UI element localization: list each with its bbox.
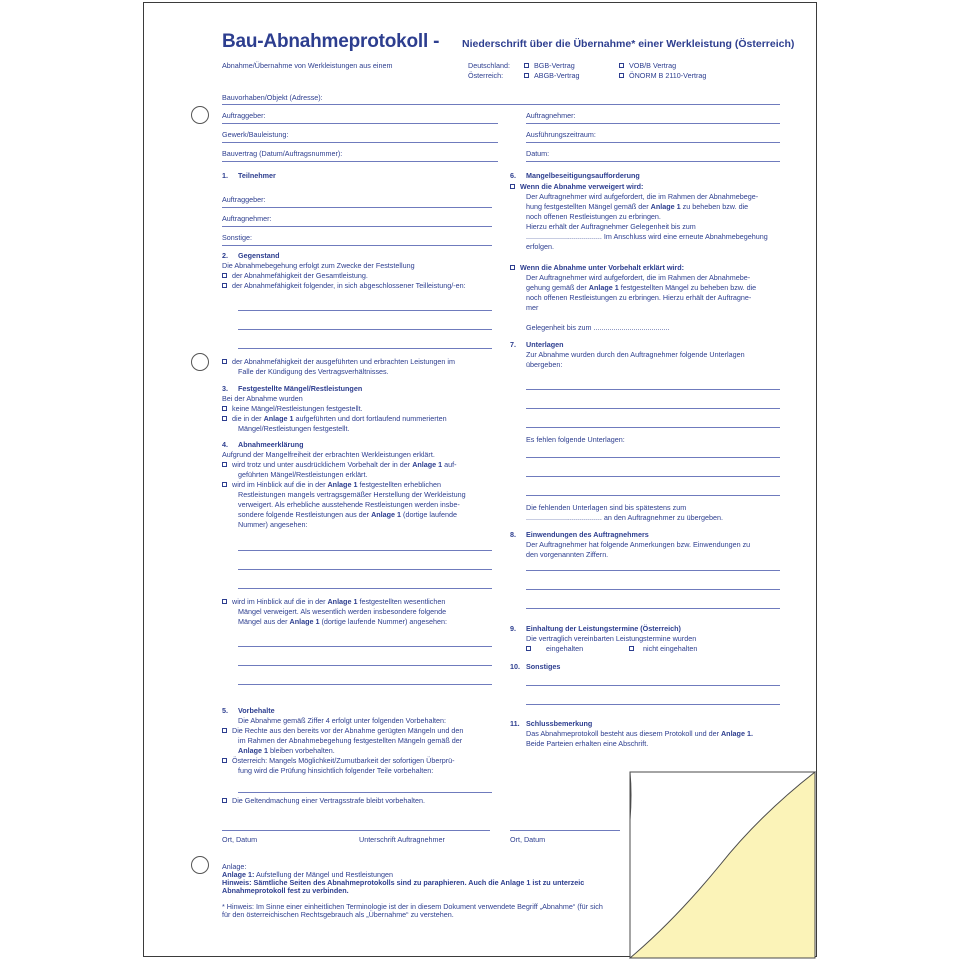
s7-line[interactable] (526, 495, 780, 496)
s7-line[interactable] (526, 427, 780, 428)
option-label-cont: festgestellten erheblichen (359, 480, 441, 489)
option-label: Wenn die Abnahme verweigert wird: (520, 182, 644, 191)
field-gewerk-line[interactable] (222, 142, 498, 143)
sig-ort-datum-left: Ort, Datum (222, 835, 258, 844)
field-bauvorhaben-label: Bauvorhaben/Objekt (Adresse): (222, 93, 323, 102)
section-2-title: Gegenstand (238, 251, 280, 260)
field-auftraggeber-line[interactable] (222, 123, 498, 124)
s7-text: Zur Abnahme wurden durch den Auftragnehmer folgende Unterlagen (526, 350, 745, 359)
date-blank[interactable]: ...................................... (526, 232, 602, 241)
section-3-number: 3. (222, 384, 228, 393)
anlage-ref: Anlage 1: (222, 870, 255, 879)
option-label: der Abnahmefähigkeit der Gesamtleistung. (232, 271, 368, 280)
option-bgb[interactable] (524, 61, 575, 71)
s10-line[interactable] (526, 704, 780, 705)
option-label: ABGB-Vertrag (534, 71, 580, 80)
checkbox[interactable] (222, 406, 227, 411)
s11-text (526, 729, 753, 739)
sig-auftragnehmer: Unterschrift Auftragnehmer (359, 835, 445, 844)
checkbox[interactable] (222, 599, 227, 604)
s4-line[interactable] (238, 550, 492, 551)
option-label: die in der (232, 414, 262, 423)
section-2-number: 2. (222, 251, 228, 260)
s4-text: Nummer) angesehen: (238, 520, 308, 529)
s3-intro: Bei der Abnahme wurden (222, 394, 303, 403)
s7-line[interactable] (526, 389, 780, 390)
s1-auftragnehmer-line[interactable] (222, 226, 492, 227)
s6-date-blank[interactable]: Gelegenheit bis zum ...................................... (526, 323, 670, 332)
checkbox[interactable] (222, 416, 227, 421)
s2-option-kuendigung[interactable] (222, 357, 455, 367)
option-label: wird im Hinblick auf die in der (232, 480, 326, 489)
s5-intro: Die Abnahme gemäß Ziffer 4 erfolgt unter folgenden Vorbehalten: (238, 716, 447, 725)
s5-line[interactable] (238, 792, 492, 793)
section-8-title: Einwendungen des Auftragnehmers (526, 530, 649, 539)
s9-text: Die vertraglich vereinbarten Leistungstermine wurden (526, 634, 697, 643)
option-label: der Abnahmefähigkeit folgender, in sich abgeschlossener Teilleistung/-en: (232, 281, 466, 290)
field-gewerk-label: Gewerk/Bauleistung: (222, 130, 289, 139)
s3-option-keine[interactable] (222, 404, 363, 414)
s1-auftraggeber-label: Auftraggeber: (222, 195, 266, 204)
s11-text: Beide Parteien erhalten eine Abschrift. (526, 739, 649, 748)
s8-text: Der Auftragnehmer hat folgende Anmerkungen bzw. Einwendungen zu (526, 540, 751, 549)
s9-option-eingehalten[interactable] (526, 644, 583, 654)
s2-line[interactable] (238, 310, 492, 311)
checkbox[interactable] (222, 482, 227, 487)
section-11-title: Schlussbemerkung (526, 719, 593, 728)
section-4-number: 4. (222, 440, 228, 449)
option-label: wird trotz und unter ausdrücklichem Vorbehalt der in der (232, 460, 411, 469)
checkbox[interactable] (619, 73, 624, 78)
s4-line[interactable] (238, 665, 492, 666)
anlage-ref: Anlage 1 (371, 510, 402, 519)
checkbox[interactable] (524, 73, 529, 78)
field-datum-label: Datum: (526, 149, 550, 158)
text-part: bleiben vorbehalten. (269, 746, 335, 755)
field-bauvertrag-line[interactable] (222, 161, 498, 162)
s8-line[interactable] (526, 589, 780, 590)
option-label: Wenn die Abnahme unter Vorbehalt erklärt wird: (520, 263, 685, 272)
field-bauvertrag-label: Bauvertrag (Datum/Auftragsnummer): (222, 149, 343, 158)
text-part: festgestellten Mängel zu beheben bzw. die (620, 283, 757, 292)
s10-line[interactable] (526, 685, 780, 686)
s2-line[interactable] (238, 348, 492, 349)
option-label: BGB-Vertrag (534, 61, 575, 70)
s8-line[interactable] (526, 608, 780, 609)
option-label: Die Rechte aus den bereits vor der Abnahme gerügten Mängeln und den (232, 726, 464, 735)
checkbox[interactable] (510, 184, 515, 189)
checkbox[interactable] (222, 283, 227, 288)
section-6-number: 6. (510, 171, 516, 180)
s8-line[interactable] (526, 570, 780, 571)
s4-text: geführten Mängel/Restleistungen erklärt. (238, 470, 368, 479)
s4-text (238, 510, 457, 520)
anlage-ref: Anlage 1. (720, 729, 753, 738)
s7-line[interactable] (526, 457, 780, 458)
footer-note-end: für den österreichischen Rechtsgebrauch als „Übernahme“ zu verstehen. (222, 910, 454, 919)
section-4-title: Abnahmeerklärung (238, 440, 304, 449)
field-auftragnehmer-line[interactable] (526, 123, 780, 124)
s6-text: Der Auftragnehmer wird aufgefordert, die im Rahmen der Abnahmebe- (526, 273, 751, 282)
s6-text: mer (526, 303, 539, 312)
field-auftraggeber-label: Auftraggeber: (222, 111, 266, 120)
s4-text: Restleistungen mangels vertragsgemäßer Herstellung der Werkleistung (238, 490, 466, 499)
text-part: Mängel aus der (238, 617, 288, 626)
s2-option-kuendigung-cont: Falle der Kündigung des Vertragsverhältnisses. (238, 367, 389, 376)
s1-sonstige-line[interactable] (222, 245, 492, 246)
s6-option-vorbehalt[interactable] (510, 263, 684, 273)
s1-sonstige-label: Sonstige: (222, 233, 252, 242)
option-label: der Abnahmefähigkeit der ausgeführten und erbrachten Leistungen im (232, 357, 455, 366)
s1-auftragnehmer-label: Auftragnehmer: (222, 214, 272, 223)
option-label: Die Geltendmachung einer Vertragsstrafe bleibt vorbehalten. (232, 796, 425, 805)
checkbox[interactable] (222, 728, 227, 733)
anlage-ref: Anlage 1 (327, 480, 358, 489)
anlage-ref: Anlage 1 (327, 597, 358, 606)
field-bauvorhaben-line[interactable] (222, 104, 780, 105)
footer-hinweis: Hinweis: Sämtliche Seiten des Abnahmeprotokolls sind zu paraphieren. Auch die Anlage 1 ist zu unterzeic (222, 878, 585, 887)
anlage-ref: Anlage 1 (588, 283, 619, 292)
s4-line[interactable] (238, 569, 492, 570)
sig-ort-datum-right: Ort, Datum (510, 835, 546, 844)
s9-option-nicht-eingehalten[interactable] (629, 644, 697, 654)
signature-line-left[interactable] (222, 830, 490, 831)
anlage-ref: Anlage 1 (289, 617, 320, 626)
option-label: keine Mängel/Restleistungen festgestellt. (232, 404, 363, 413)
s7-text[interactable]: ...................................... an den Auftragnehmer zu übergeben. (526, 513, 723, 522)
s4-line[interactable] (238, 588, 492, 589)
field-datum-line[interactable] (526, 161, 780, 162)
s6-option-verweigert[interactable] (510, 182, 643, 192)
option-label: eingehalten (546, 644, 584, 653)
section-7-number: 7. (510, 340, 516, 349)
anlage-ref: Anlage 1 (650, 202, 681, 211)
s6-text: Hierzu erhält der Auftragnehmer Gelegenheit bis zum (526, 222, 696, 231)
text-part: hung festgestellten Mängel gemäß der (526, 202, 649, 211)
s5-text: fung wird die Prüfung hinsichtlich folgender Teile vorbehalten: (238, 766, 434, 775)
text-part: Im Anschluss wird eine erneute Abnahmebegehung (603, 232, 768, 241)
s2-intro: Die Abnahmebegehung erfolgt zum Zwecke der Feststellung (222, 261, 415, 270)
anlage-ref: Anlage 1 (412, 460, 443, 469)
section-5-title: Vorbehalte (238, 706, 275, 715)
text-part: Das Abnahmeprotokoll besteht aus diesem Protokoll und der (526, 729, 719, 738)
page-subtitle: Niederschrift über die Übernahme* einer Werkleistung (Österreich) (462, 38, 795, 50)
option-label: wird im Hinblick auf die in der (232, 597, 326, 606)
anlage-ref: Anlage 1 (238, 746, 268, 755)
footer-hinweis-end: Abnahmeprotokoll fest zu verbinden. (222, 886, 349, 895)
checkbox[interactable] (222, 273, 227, 278)
s4-line[interactable] (238, 646, 492, 647)
text-part: Aufstellung der Mängel und Restleistungen (255, 870, 394, 879)
checkbox[interactable] (526, 646, 531, 651)
s5-option-vertragsstrafe[interactable] (222, 796, 425, 806)
checkbox[interactable] (619, 63, 624, 68)
signature-line-right[interactable] (510, 830, 620, 831)
s6-text (526, 232, 768, 242)
page-curl-copy (610, 770, 830, 960)
austria-label: Österreich: (468, 71, 504, 80)
s6-text: noch offenen Restleistungen zu erbringen. (526, 212, 661, 221)
s6-text (526, 283, 756, 293)
punch-hole-bottom (191, 856, 209, 874)
s6-text: erfolgen. (526, 242, 554, 251)
s6-text: noch offenen Restleistungen zu erbringen. Hierzu erhält der Auftragne- (526, 293, 752, 302)
punch-hole-middle (191, 353, 209, 371)
checkbox[interactable] (629, 646, 634, 651)
s6-text: Der Auftragnehmer wird aufgefordert, die im Rahmen der Abnahmebege- (526, 192, 759, 201)
checkbox[interactable] (222, 462, 227, 467)
s2-option-gesamt[interactable] (222, 271, 368, 281)
checkbox[interactable] (222, 359, 227, 364)
section-11-number: 11. (510, 719, 520, 728)
section-9-title: Einhaltung der Leistungstermine (Österreich) (526, 624, 681, 633)
text-part: gehung gemäß der (526, 283, 587, 292)
s5-text (238, 746, 335, 756)
s4-intro: Aufgrund der Mangelfreiheit der erbrachten Werkleistungen erklärt. (222, 450, 435, 459)
s3-option-anlage-cont: Mängel/Restleistungen festgestellt. (238, 424, 350, 433)
section-9-number: 9. (510, 624, 516, 633)
intro-text: Abnahme/Übernahme von Werkleistungen aus einem (222, 61, 393, 70)
text-part: sondere folgende Restleistungen aus der (238, 510, 370, 519)
checkbox[interactable] (510, 265, 515, 270)
section-10-number: 10. (510, 662, 520, 671)
s7-text: übergeben: (526, 360, 563, 369)
option-onorm[interactable] (619, 71, 706, 81)
option-abgb[interactable] (524, 71, 580, 81)
germany-label: Deutschland: (468, 61, 510, 70)
option-label: Österreich: Mangels Möglichkeit/Zumutbarkeit der sofortigen Überprü- (232, 756, 455, 765)
s3-option-anlage[interactable] (222, 414, 447, 424)
option-label-cont: festgestellten wesentlichen (359, 597, 446, 606)
s7-text: Die fehlenden Unterlagen sind bis spätestens zum (526, 503, 687, 512)
s4-line[interactable] (238, 684, 492, 685)
section-10-title: Sonstiges (526, 662, 561, 671)
section-3-title: Festgestellte Mängel/Restleistungen (238, 384, 363, 393)
s4-text (238, 617, 447, 627)
s6-text (526, 202, 748, 212)
option-label-cont: aufgeführten und dort fortlaufend nummerierten (295, 414, 447, 423)
field-ausfuehrung-line[interactable] (526, 142, 780, 143)
checkbox[interactable] (222, 758, 227, 763)
s7-line[interactable] (526, 408, 780, 409)
anlage-ref: Anlage 1 (263, 414, 294, 423)
s5-text: im Rahmen der Abnahmebegehung festgestellten Mängeln gemäß der (238, 736, 463, 745)
text-part: zu beheben bzw. die (682, 202, 749, 211)
s7-line[interactable] (526, 476, 780, 477)
section-1-title: Teilnehmer (238, 171, 276, 180)
s8-text: den vorgenannten Ziffern. (526, 550, 609, 559)
checkbox[interactable] (524, 63, 529, 68)
s1-auftraggeber-line[interactable] (222, 207, 492, 208)
s4-text: Mängel verweigert. Als wesentlich werden insbesondere folgende (238, 607, 447, 616)
s4-option-vorbehalt[interactable] (222, 460, 457, 470)
footer-anlage-label: Anlage: (222, 862, 247, 871)
checkbox[interactable] (222, 798, 227, 803)
s5-option-rechte[interactable] (222, 726, 463, 736)
section-8-number: 8. (510, 530, 516, 539)
option-vob[interactable] (619, 61, 676, 71)
option-label-cont: auf- (444, 460, 457, 469)
section-6-title: Mangelbeseitigungsaufforderung (526, 171, 640, 180)
s4-option-maengel[interactable] (222, 597, 445, 607)
field-auftragnehmer-label: Auftragnehmer: (526, 111, 576, 120)
option-label: ÖNORM B 2110-Vertrag (629, 71, 707, 80)
footer-note: * Hinweis: Im Sinne einer einheitlichen Terminologie ist der in diesem Dokument verwendete Begriff „Abnahme“ (für sich (222, 902, 603, 911)
punch-hole-top (191, 106, 209, 124)
text-part: (dortige laufende Nummer) angesehen: (321, 617, 447, 626)
text-part: (dortige laufende (403, 510, 457, 519)
option-label: nicht eingehalten (643, 644, 698, 653)
s4-text: verweigert. Als erhebliche ausstehende Restleistungen werden insbe- (238, 500, 460, 509)
section-5-number: 5. (222, 706, 228, 715)
s7-missing-label: Es fehlen folgende Unterlagen: (526, 435, 625, 444)
field-ausfuehrung-label: Ausführungszeitraum: (526, 130, 596, 139)
s2-line[interactable] (238, 329, 492, 330)
s4-option-restleistungen[interactable] (222, 480, 441, 490)
section-7-title: Unterlagen (526, 340, 564, 349)
option-label: VOB/B Vertrag (629, 61, 677, 70)
s2-option-teilleistung[interactable] (222, 281, 466, 291)
s5-option-oesterreich[interactable] (222, 756, 455, 766)
section-1-number: 1. (222, 171, 228, 180)
page-title: Bau-Abnahmeprotokoll - (222, 31, 440, 52)
